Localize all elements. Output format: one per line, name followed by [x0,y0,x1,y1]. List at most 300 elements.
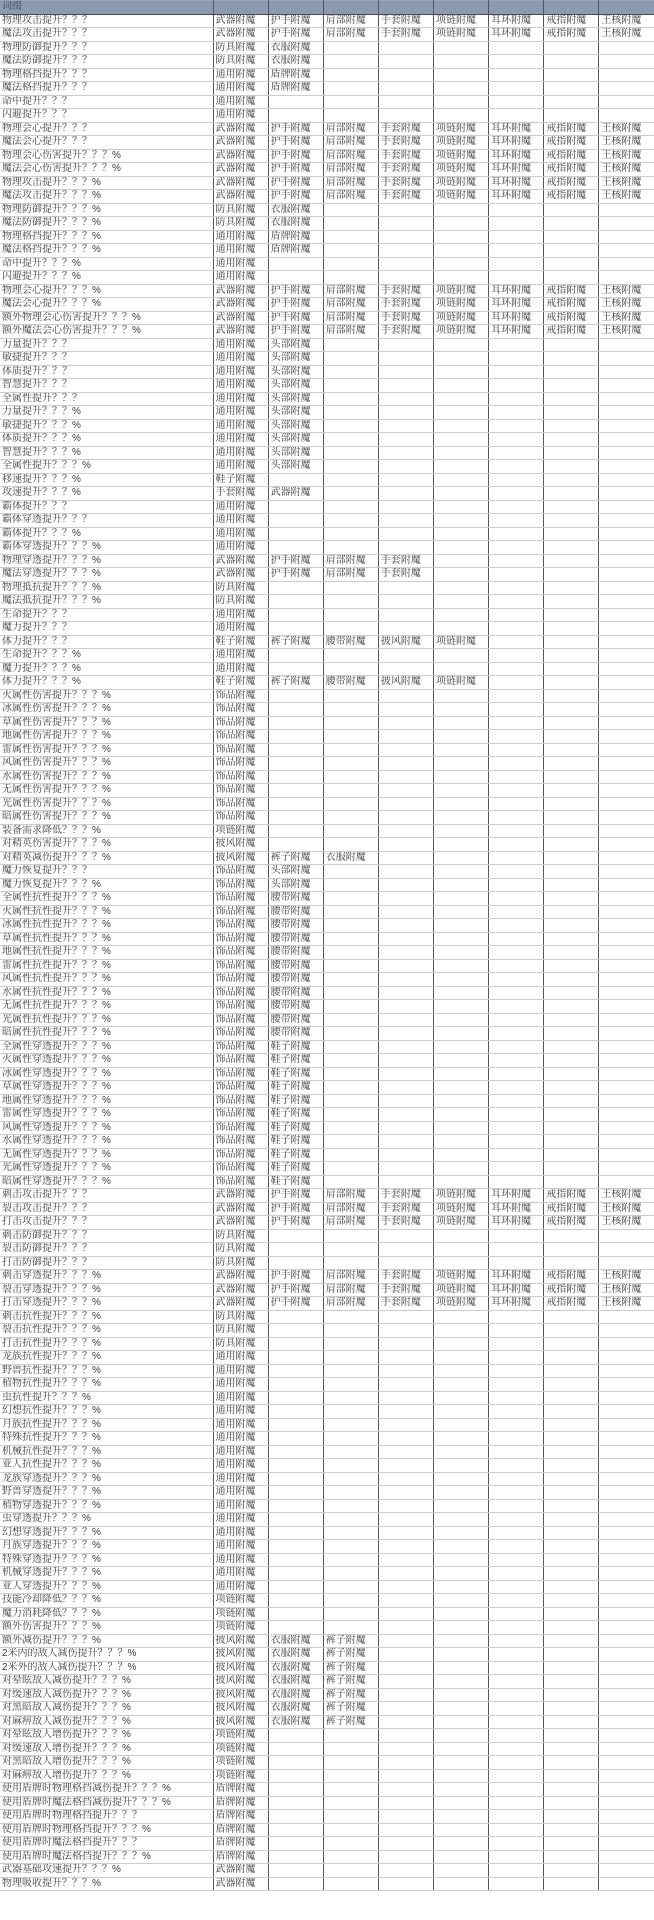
slot-cell[interactable] [544,1013,599,1027]
slot-cell[interactable] [323,1175,378,1189]
header-slot-cell[interactable] [489,1,544,15]
affix-cell[interactable]: 亚人抗性提升？？？% [0,1459,213,1473]
slot-cell[interactable] [599,1108,654,1122]
slot-cell[interactable]: 戒指附魔 [544,122,599,136]
slot-cell[interactable]: 腰带附魔 [268,1013,323,1027]
slot-cell[interactable] [323,811,378,825]
slot-cell[interactable] [544,271,599,285]
slot-cell[interactable] [268,1364,323,1378]
slot-cell[interactable] [378,932,433,946]
slot-cell[interactable] [323,1472,378,1486]
slot-cell[interactable] [599,986,654,1000]
slot-cell[interactable] [599,1567,654,1581]
slot-cell[interactable] [489,1837,544,1851]
slot-cell[interactable]: 项链附魔 [434,176,489,190]
slot-cell[interactable] [323,1027,378,1041]
slot-cell[interactable] [434,1310,489,1324]
slot-cell[interactable]: 护手附魔 [268,311,323,325]
slot-cell[interactable]: 手套附魔 [378,122,433,136]
slot-cell[interactable] [323,1405,378,1419]
slot-cell[interactable]: 武器附魔 [213,1297,268,1311]
slot-cell[interactable] [434,865,489,879]
slot-cell[interactable] [268,1567,323,1581]
slot-cell[interactable] [599,797,654,811]
slot-cell[interactable] [378,1715,433,1729]
slot-cell[interactable]: 武器附魔 [213,190,268,204]
slot-cell[interactable] [434,1121,489,1135]
slot-cell[interactable] [599,851,654,865]
slot-cell[interactable]: 防具附魔 [213,581,268,595]
slot-cell[interactable] [544,1243,599,1257]
slot-cell[interactable] [489,541,544,555]
slot-cell[interactable] [268,838,323,852]
slot-cell[interactable] [378,1229,433,1243]
slot-cell[interactable] [434,973,489,987]
slot-cell[interactable]: 护手附魔 [268,136,323,150]
slot-cell[interactable] [378,1675,433,1689]
slot-cell[interactable]: 肩部附魔 [323,136,378,150]
slot-cell[interactable] [544,1540,599,1554]
slot-cell[interactable] [323,1310,378,1324]
slot-cell[interactable]: 武器附魔 [213,568,268,582]
affix-cell[interactable]: 无属性抗性提升？？？% [0,1000,213,1014]
slot-cell[interactable] [268,1783,323,1797]
slot-cell[interactable] [434,1459,489,1473]
slot-cell[interactable] [544,95,599,109]
affix-cell[interactable]: 刺击防御提升？？？ [0,1229,213,1243]
slot-cell[interactable] [599,1364,654,1378]
slot-cell[interactable] [489,500,544,514]
slot-cell[interactable] [434,919,489,933]
slot-cell[interactable] [378,838,433,852]
affix-cell[interactable]: 魔法格挡提升？？？% [0,244,213,258]
slot-cell[interactable]: 防具附魔 [213,203,268,217]
slot-cell[interactable] [599,55,654,69]
slot-cell[interactable]: 王核附魔 [599,1283,654,1297]
slot-cell[interactable] [599,1175,654,1189]
slot-cell[interactable] [544,1621,599,1635]
slot-cell[interactable] [599,1324,654,1338]
affix-cell[interactable]: 魔法防御提升？？？% [0,217,213,231]
slot-cell[interactable] [434,406,489,420]
affix-cell[interactable]: 命中提升？？？ [0,95,213,109]
slot-cell[interactable]: 通用附魔 [213,514,268,528]
slot-cell[interactable] [599,1027,654,1041]
slot-cell[interactable] [599,1594,654,1608]
slot-cell[interactable] [323,959,378,973]
affix-cell[interactable]: 对麻痹敌人减伤提升？？？% [0,1715,213,1729]
slot-cell[interactable] [544,919,599,933]
slot-cell[interactable]: 饰品附魔 [213,1175,268,1189]
slot-cell[interactable] [544,1648,599,1662]
affix-cell[interactable]: 对麻痹敌人增伤提升？？？% [0,1769,213,1783]
slot-cell[interactable]: 通用附魔 [213,1567,268,1581]
slot-cell[interactable]: 防具附魔 [213,1229,268,1243]
header-slot-cell[interactable] [268,1,323,15]
slot-cell[interactable]: 手套附魔 [378,284,433,298]
slot-cell[interactable] [323,514,378,528]
affix-cell[interactable]: 暗属性抗性提升？？？% [0,1027,213,1041]
slot-cell[interactable]: 裤子附魔 [323,1634,378,1648]
slot-cell[interactable]: 饰品附魔 [213,1135,268,1149]
slot-cell[interactable] [268,1877,323,1891]
slot-cell[interactable]: 饰品附魔 [213,973,268,987]
slot-cell[interactable] [544,1769,599,1783]
slot-cell[interactable]: 耳环附魔 [489,1297,544,1311]
slot-cell[interactable] [599,1607,654,1621]
slot-cell[interactable]: 手套附魔 [378,1189,433,1203]
slot-cell[interactable]: 衣服附魔 [268,203,323,217]
slot-cell[interactable] [268,1607,323,1621]
slot-cell[interactable]: 项链附魔 [434,122,489,136]
slot-cell[interactable]: 手套附魔 [378,554,433,568]
slot-cell[interactable]: 通用附魔 [213,352,268,366]
slot-cell[interactable]: 护手附魔 [268,325,323,339]
slot-cell[interactable] [599,608,654,622]
slot-cell[interactable] [599,271,654,285]
slot-cell[interactable] [544,1810,599,1824]
slot-cell[interactable] [378,811,433,825]
slot-cell[interactable]: 头部附魔 [268,878,323,892]
affix-cell[interactable]: 水属性伤害提升？？？% [0,770,213,784]
slot-cell[interactable]: 护手附魔 [268,1202,323,1216]
slot-cell[interactable] [378,689,433,703]
slot-cell[interactable] [599,257,654,271]
slot-cell[interactable] [434,784,489,798]
slot-cell[interactable] [544,1823,599,1837]
affix-cell[interactable]: 魔法攻击提升？？？% [0,190,213,204]
slot-cell[interactable]: 戒指附魔 [544,149,599,163]
slot-cell[interactable]: 饰品附魔 [213,811,268,825]
slot-cell[interactable] [268,1445,323,1459]
slot-cell[interactable] [378,392,433,406]
affix-cell[interactable]: 火属性穿透提升？？？% [0,1054,213,1068]
slot-cell[interactable]: 护手附魔 [268,1189,323,1203]
slot-cell[interactable] [434,257,489,271]
slot-cell[interactable] [323,1850,378,1864]
slot-cell[interactable] [599,487,654,501]
slot-cell[interactable] [599,716,654,730]
slot-cell[interactable]: 手套附魔 [378,190,433,204]
slot-cell[interactable] [599,811,654,825]
slot-cell[interactable] [489,595,544,609]
slot-cell[interactable] [544,365,599,379]
slot-cell[interactable]: 饰品附魔 [213,1162,268,1176]
slot-cell[interactable]: 饰品附魔 [213,689,268,703]
slot-cell[interactable] [599,1729,654,1743]
slot-cell[interactable] [268,1823,323,1837]
slot-cell[interactable] [323,986,378,1000]
slot-cell[interactable]: 耳环附魔 [489,1189,544,1203]
slot-cell[interactable]: 肩部附魔 [323,1270,378,1284]
slot-cell[interactable]: 披风附魔 [378,635,433,649]
slot-cell[interactable] [434,271,489,285]
slot-cell[interactable] [323,1810,378,1824]
header-slot-cell[interactable] [378,1,433,15]
slot-cell[interactable]: 手套附魔 [378,176,433,190]
slot-cell[interactable] [378,271,433,285]
slot-cell[interactable] [544,568,599,582]
slot-cell[interactable] [434,1027,489,1041]
slot-cell[interactable] [489,1810,544,1824]
slot-cell[interactable]: 通用附魔 [213,662,268,676]
slot-cell[interactable]: 肩部附魔 [323,190,378,204]
slot-cell[interactable] [434,649,489,663]
slot-cell[interactable]: 头部附魔 [268,419,323,433]
slot-cell[interactable] [378,55,433,69]
slot-cell[interactable] [323,1607,378,1621]
slot-cell[interactable] [323,1324,378,1338]
slot-cell[interactable]: 武器附魔 [213,311,268,325]
slot-cell[interactable]: 鞋子附魔 [213,473,268,487]
slot-cell[interactable] [489,433,544,447]
affix-cell[interactable]: 火属性抗性提升？？？% [0,905,213,919]
slot-cell[interactable] [434,1553,489,1567]
slot-cell[interactable] [599,703,654,717]
slot-cell[interactable]: 耳环附魔 [489,176,544,190]
slot-cell[interactable] [489,716,544,730]
slot-cell[interactable]: 衣服附魔 [268,1675,323,1689]
slot-cell[interactable] [599,932,654,946]
slot-cell[interactable]: 戒指附魔 [544,1202,599,1216]
slot-cell[interactable]: 腰带附魔 [268,1027,323,1041]
slot-cell[interactable] [268,1351,323,1365]
slot-cell[interactable] [378,1013,433,1027]
affix-cell[interactable]: 亚人穿透提升？？？% [0,1580,213,1594]
slot-cell[interactable]: 通用附魔 [213,1526,268,1540]
slot-cell[interactable]: 盾牌附魔 [213,1810,268,1824]
slot-cell[interactable]: 戒指附魔 [544,325,599,339]
slot-cell[interactable] [544,1526,599,1540]
slot-cell[interactable] [268,1553,323,1567]
slot-cell[interactable] [544,932,599,946]
slot-cell[interactable] [544,1175,599,1189]
slot-cell[interactable] [489,1567,544,1581]
slot-cell[interactable] [434,946,489,960]
slot-cell[interactable]: 鞋子附魔 [268,1108,323,1122]
slot-cell[interactable]: 盾牌附魔 [268,230,323,244]
slot-cell[interactable] [268,1756,323,1770]
slot-cell[interactable]: 通用附魔 [213,95,268,109]
affix-cell[interactable]: 无属性穿透提升？？？% [0,1148,213,1162]
affix-cell[interactable]: 霸体穿透提升？？？% [0,541,213,555]
affix-cell[interactable]: 幻想抗性提升？？？% [0,1405,213,1419]
slot-cell[interactable]: 王核附魔 [599,136,654,150]
slot-cell[interactable]: 手套附魔 [378,568,433,582]
slot-cell[interactable] [268,608,323,622]
slot-cell[interactable] [489,1783,544,1797]
slot-cell[interactable] [599,230,654,244]
slot-cell[interactable] [544,581,599,595]
slot-cell[interactable] [434,1081,489,1095]
slot-cell[interactable] [434,1486,489,1500]
slot-cell[interactable] [599,1243,654,1257]
slot-cell[interactable]: 武器附魔 [213,554,268,568]
slot-cell[interactable] [378,1540,433,1554]
slot-cell[interactable] [489,1459,544,1473]
slot-cell[interactable]: 武器附魔 [213,325,268,339]
slot-cell[interactable] [489,473,544,487]
slot-cell[interactable] [323,1621,378,1635]
slot-cell[interactable]: 饰品附魔 [213,1108,268,1122]
slot-cell[interactable] [378,757,433,771]
header-slot-cell[interactable] [213,1,268,15]
slot-cell[interactable] [268,1864,323,1878]
slot-cell[interactable] [268,109,323,123]
slot-cell[interactable] [378,649,433,663]
affix-cell[interactable]: 风属性抗性提升？？？% [0,973,213,987]
slot-cell[interactable]: 护手附魔 [268,284,323,298]
slot-cell[interactable] [489,1796,544,1810]
slot-cell[interactable]: 通用附魔 [213,392,268,406]
slot-cell[interactable]: 戒指附魔 [544,163,599,177]
affix-cell[interactable]: 无属性伤害提升？？？% [0,784,213,798]
slot-cell[interactable]: 通用附魔 [213,1540,268,1554]
slot-cell[interactable] [489,811,544,825]
slot-cell[interactable]: 项链附魔 [434,149,489,163]
slot-cell[interactable] [434,1837,489,1851]
slot-cell[interactable]: 饰品附魔 [213,1094,268,1108]
slot-cell[interactable] [268,1324,323,1338]
slot-cell[interactable] [378,1067,433,1081]
affix-cell[interactable]: 魔法格挡提升？？？ [0,82,213,96]
slot-cell[interactable]: 通用附魔 [213,1580,268,1594]
affix-cell[interactable]: 打击攻击提升？？？ [0,1216,213,1230]
slot-cell[interactable] [323,1013,378,1027]
slot-cell[interactable] [434,1351,489,1365]
slot-cell[interactable] [599,68,654,82]
slot-cell[interactable] [434,1661,489,1675]
slot-cell[interactable] [599,1675,654,1689]
slot-cell[interactable]: 饰品附魔 [213,703,268,717]
slot-cell[interactable]: 武器附魔 [213,1283,268,1297]
slot-cell[interactable]: 饰品附魔 [213,1067,268,1081]
slot-cell[interactable] [378,230,433,244]
slot-cell[interactable]: 项链附魔 [434,311,489,325]
slot-cell[interactable]: 通用附魔 [213,527,268,541]
slot-cell[interactable] [489,730,544,744]
slot-cell[interactable] [434,446,489,460]
slot-cell[interactable] [599,217,654,231]
slot-cell[interactable] [378,1445,433,1459]
slot-cell[interactable] [489,1607,544,1621]
slot-cell[interactable] [544,1000,599,1014]
slot-cell[interactable] [599,568,654,582]
slot-cell[interactable] [489,1418,544,1432]
slot-cell[interactable]: 耳环附魔 [489,122,544,136]
slot-cell[interactable] [544,716,599,730]
slot-cell[interactable] [434,770,489,784]
slot-cell[interactable]: 通用附魔 [213,1486,268,1500]
slot-cell[interactable] [599,1823,654,1837]
slot-cell[interactable] [434,352,489,366]
slot-cell[interactable]: 通用附魔 [213,1445,268,1459]
slot-cell[interactable] [544,1661,599,1675]
affix-cell[interactable]: 2米外的敌人减伤提升？？？% [0,1661,213,1675]
slot-cell[interactable] [544,527,599,541]
slot-cell[interactable] [489,757,544,771]
slot-cell[interactable] [378,365,433,379]
slot-cell[interactable] [323,1081,378,1095]
slot-cell[interactable] [489,662,544,676]
slot-cell[interactable]: 耳环附魔 [489,149,544,163]
slot-cell[interactable] [599,1054,654,1068]
slot-cell[interactable]: 通用附魔 [213,1553,268,1567]
slot-cell[interactable]: 项链附魔 [213,1594,268,1608]
slot-cell[interactable]: 护手附魔 [268,568,323,582]
slot-cell[interactable] [489,1229,544,1243]
slot-cell[interactable] [489,1877,544,1891]
slot-cell[interactable] [378,1688,433,1702]
slot-cell[interactable]: 饰品附魔 [213,743,268,757]
slot-cell[interactable] [434,730,489,744]
slot-cell[interactable] [544,1472,599,1486]
slot-cell[interactable] [489,257,544,271]
slot-cell[interactable] [378,473,433,487]
slot-cell[interactable] [599,892,654,906]
slot-cell[interactable] [489,1378,544,1392]
slot-cell[interactable] [599,838,654,852]
slot-cell[interactable] [268,1850,323,1864]
slot-cell[interactable] [489,932,544,946]
slot-cell[interactable]: 通用附魔 [213,1513,268,1527]
slot-cell[interactable] [489,1702,544,1716]
affix-cell[interactable]: 月族抗性提升？？？% [0,1418,213,1432]
slot-cell[interactable]: 王核附魔 [599,163,654,177]
affix-cell[interactable]: 物理穿透提升？？？% [0,554,213,568]
affix-cell[interactable]: 草属性穿透提升？？？% [0,1081,213,1095]
affix-cell[interactable]: 魔法防御提升？？？ [0,55,213,69]
slot-cell[interactable] [544,946,599,960]
slot-cell[interactable] [434,473,489,487]
slot-cell[interactable] [434,338,489,352]
slot-cell[interactable] [323,1567,378,1581]
slot-cell[interactable] [599,1459,654,1473]
slot-cell[interactable] [323,446,378,460]
slot-cell[interactable] [378,770,433,784]
slot-cell[interactable]: 戒指附魔 [544,1216,599,1230]
slot-cell[interactable] [434,1054,489,1068]
slot-cell[interactable]: 武器附魔 [213,149,268,163]
slot-cell[interactable] [434,1648,489,1662]
slot-cell[interactable] [378,973,433,987]
slot-cell[interactable]: 通用附魔 [213,230,268,244]
slot-cell[interactable] [599,1499,654,1513]
affix-cell[interactable]: 龙族抗性提升？？？% [0,1351,213,1365]
slot-cell[interactable]: 耳环附魔 [489,311,544,325]
slot-cell[interactable] [378,1796,433,1810]
slot-cell[interactable] [489,878,544,892]
affix-cell[interactable]: 物理抵抗提升？？？% [0,581,213,595]
slot-cell[interactable] [489,1648,544,1662]
slot-cell[interactable] [378,608,433,622]
slot-cell[interactable]: 武器附魔 [213,284,268,298]
slot-cell[interactable] [434,379,489,393]
slot-cell[interactable] [489,1499,544,1513]
slot-cell[interactable] [544,595,599,609]
slot-cell[interactable] [268,1243,323,1257]
slot-cell[interactable] [434,1769,489,1783]
slot-cell[interactable] [544,635,599,649]
affix-cell[interactable]: 物理攻击提升？？？% [0,176,213,190]
slot-cell[interactable] [268,662,323,676]
slot-cell[interactable]: 戒指附魔 [544,284,599,298]
slot-cell[interactable]: 头部附魔 [268,865,323,879]
affix-cell[interactable]: 魔法会心提升？？？% [0,298,213,312]
slot-cell[interactable] [268,1256,323,1270]
header-slot-cell[interactable] [323,1,378,15]
slot-cell[interactable] [268,1310,323,1324]
